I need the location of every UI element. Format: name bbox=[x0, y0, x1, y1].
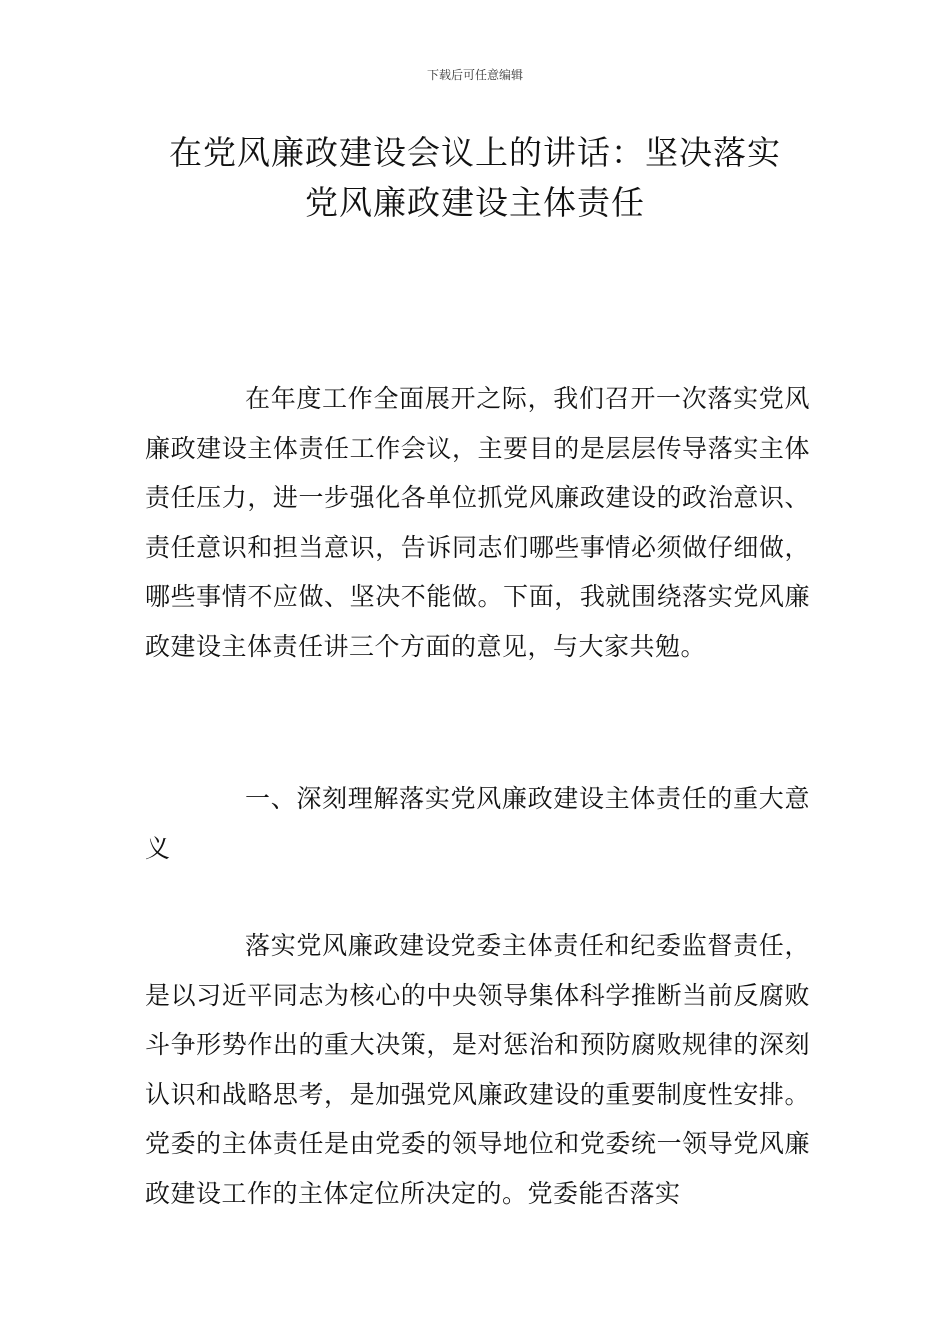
document-title bbox=[0, 128, 950, 228]
intro-paragraph: 在年度工作全面展开之际，我们召开一次落实党风廉政建设主体责任工作会议，主要目的是层层传导落实主体责任压力，进一步强化各单位抓党风廉政建设的政治意识、责任意识和担当意识，告诉同志们哪些事情必须做仔细做，哪些事情不应做、坚决不能做。下面，我就围绕落实党风廉政建设主体责任讲三个方面的意见，与大家共勉。 bbox=[145, 384, 810, 661]
title-line-2: 党风廉政建设主体责任 bbox=[305, 183, 645, 222]
section-1-body: 落实党风廉政建设党委主体责任和纪委监督责任，是以习近平同志为核心的中央领导集体科学推断当前反腐败斗争形势作出的重大决策，是对惩治和预防腐败规律的深刻认识和战略思考，是加强党风廉政建设的重要制度性安排。党委的主体责任是由党委的领导地位和党委统一领导党风廉政建设工作的主体定位所决定的。党委能否落实 bbox=[145, 931, 810, 1208]
header-note: 下载后可任意编辑 bbox=[426, 68, 523, 82]
section-1-heading: 一、深刻理解落实党风廉政建设主体责任的重大意义 bbox=[145, 784, 810, 863]
title-line-1: 在党风廉政建设会议上的讲话：坚决落实 bbox=[169, 133, 781, 172]
